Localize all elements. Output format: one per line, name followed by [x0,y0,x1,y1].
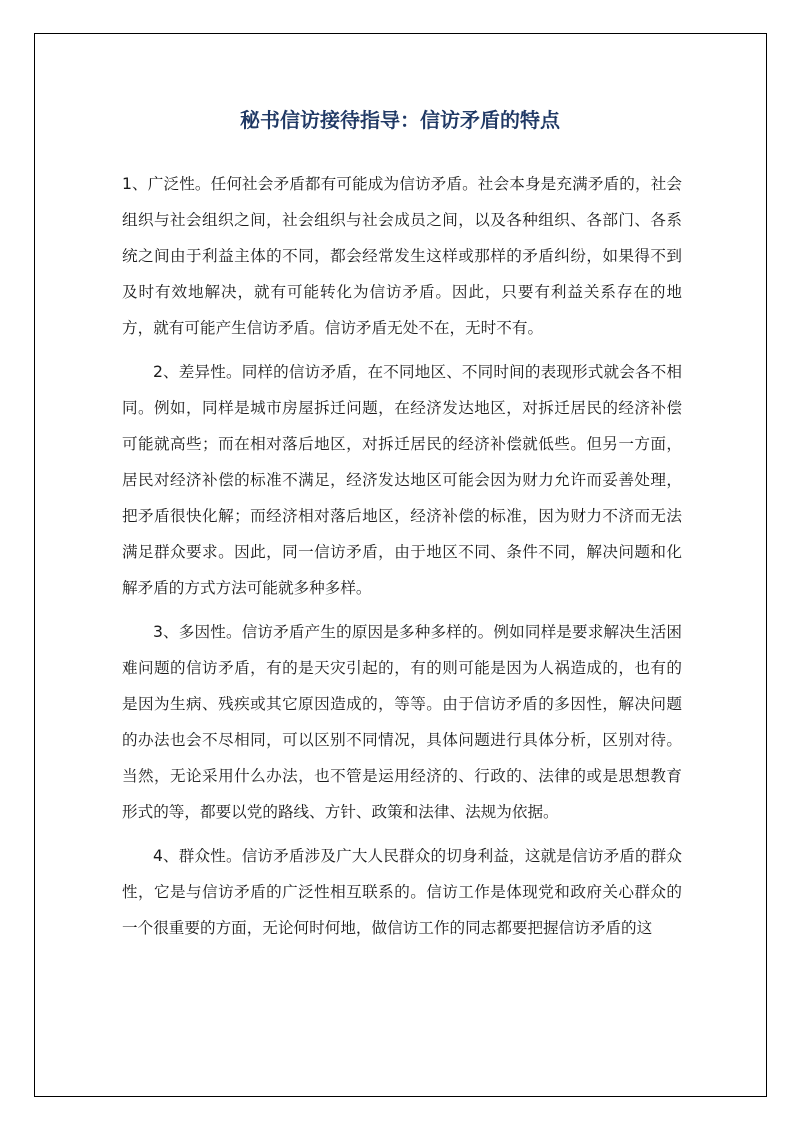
document-title: 秘书信访接待指导：信访矛盾的特点 [240,108,560,132]
document-body [122,166,682,954]
paragraph-1: 1、广泛性。任何社会矛盾都有可能成为信访矛盾。社会本身是充满矛盾的，社会组织与社会组织之间，社会组织与社会成员之间，以及各种组织、各部门、各系统之间由于利益主体的不同，都会经常发生这样或那样的矛盾纠纷，如果得不到及时有效地解决，就有可能转化为信访矛盾。因此，只要有利益关系存在的地方，就有可能产生信访矛盾。信访矛盾无处不在，无时不有。 [122,175,682,337]
paragraph-3: 3、多因性。信访矛盾产生的原因是多种多样的。例如同样是要求解决生活困难问题的信访矛盾，有的是天灾引起的，有的则可能是因为人祸造成的，也有的是因为生病、残疾或其它原因造成的，等等。由于信访矛盾的多因性，解决问题的办法也会不尽相同，可以区别不同情况，具体问题进行具体分析，区别对待。当然，无论采用什么办法，也不管是运用经济的、行政的、法律的或是思想教育形式的等，都要以党的路线、方针、政策和法律、法规为依据。 [122,623,682,821]
paragraph-4: 4、群众性。信访矛盾涉及广大人民群众的切身利益，这就是信访矛盾的群众性，它是与信访矛盾的广泛性相互联系的。信访工作是体现党和政府关心群众的一个很重要的方面，无论何时何地，做信访工作的同志都要把握信访矛盾的这 [122,847,682,937]
paragraph-2: 2、差异性。同样的信访矛盾，在不同地区、不同时间的表现形式就会各不相同。例如，同样是城市房屋拆迁问题，在经济发达地区，对拆迁居民的经济补偿可能就高些；而在相对落后地区，对拆迁居民的经济补偿就低些。但另一方面，居民对经济补偿的标准不满足，经济发达地区可能会因为财力允许而妥善处理，把矛盾很快化解；而经济相对落后地区，经济补偿的标准，因为财力不济而无法满足群众要求。因此，同一信访矛盾，由于地区不同、条件不同，解决问题和化解矛盾的方式方法可能就多种多样。 [122,363,682,597]
